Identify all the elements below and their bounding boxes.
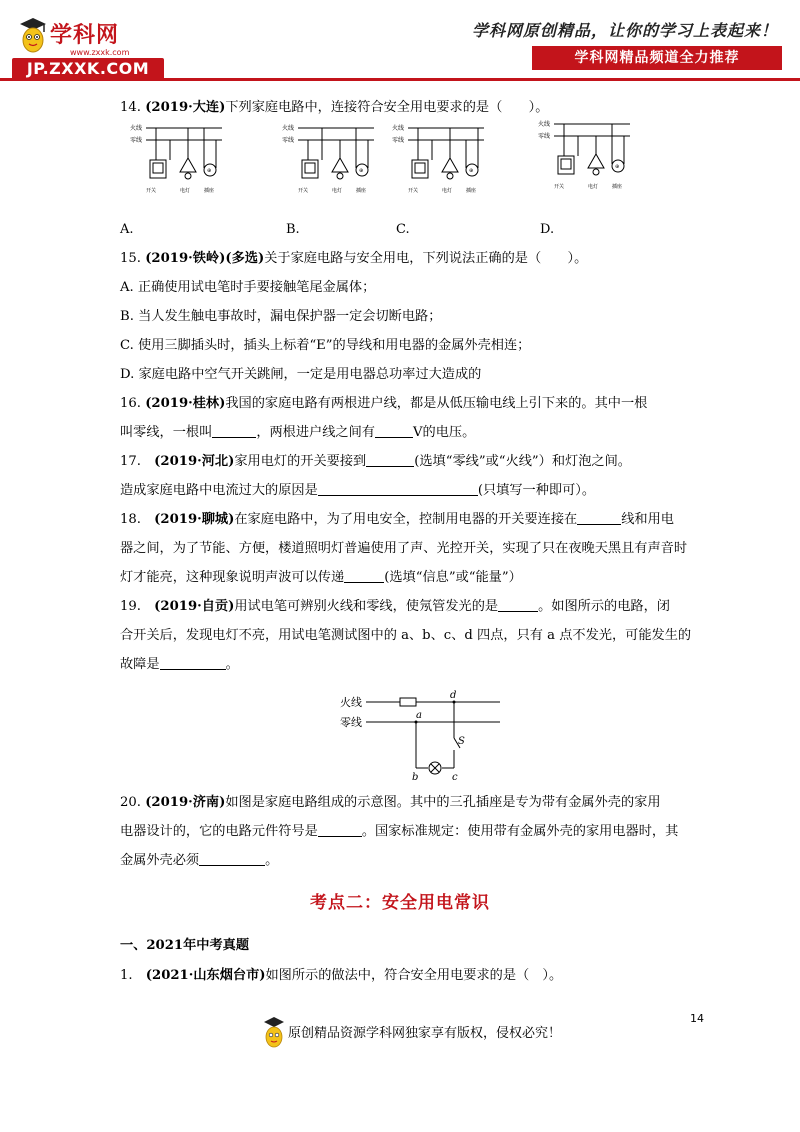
answer-blank <box>344 569 384 583</box>
q18-line-3: 灯才能亮，这种现象说明声波可以传递 (选填“信息”或“能量”） <box>120 570 522 585</box>
answer-blank <box>318 482 478 496</box>
circuit-d <box>538 120 630 190</box>
logo-subtext: www.zxxk.com <box>70 48 130 57</box>
answer-blank <box>160 656 226 670</box>
section-title: 考点二：安全用电常识 <box>310 893 490 913</box>
svg-text:零线: 零线 <box>392 137 405 144</box>
q20-line-3: 金属外壳必须 。 <box>120 853 279 868</box>
option-c-label: C. <box>396 222 410 237</box>
page-number: 14 <box>690 1012 704 1025</box>
answer-blank <box>199 852 265 866</box>
q20-line-2: 电器设计的，它的电路元件符号是 。国家标准规定：使用带有金属外壳的家用电器时，其 <box>120 824 679 839</box>
svg-text:⊕: ⊕ <box>207 168 212 174</box>
question-text: 下列家庭电路中，连接符合安全用电要求的是（ ）。 <box>225 100 549 115</box>
svg-text:插座: 插座 <box>612 184 623 190</box>
neutral-wire-label: 零线 <box>340 716 362 729</box>
answer-blank <box>375 424 413 438</box>
q14-stem <box>120 96 548 115</box>
svg-text:电灯: 电灯 <box>180 188 191 194</box>
live-wire-label: 火线 <box>130 125 143 132</box>
svg-text:a: a <box>416 710 422 721</box>
q19-circuit-figure <box>340 688 500 780</box>
svg-text:电灯: 电灯 <box>332 188 343 194</box>
option-b-label: B. <box>286 222 300 237</box>
q19-line-2: 合开关后，发现电灯不亮，用试电笔测试图中的 a、b、c、d 四点，只有 a 点不发光，可能发生的 <box>120 628 692 643</box>
q17-line-1: 17. (2019·河北)家用电灯的开关要接到 (选填“零线”或“火线”）和灯泡之间。 <box>120 454 631 469</box>
svg-text:开关: 开关 <box>146 188 157 194</box>
question-list <box>120 244 700 679</box>
svg-text:电灯: 电灯 <box>442 188 453 194</box>
neutral-wire-label: 零线 <box>130 137 143 144</box>
site-logo <box>6 14 171 76</box>
q15-option-b: B. 当人发生触电事故时，漏电保护器一定会切断电路； <box>120 309 442 324</box>
question-number: 14. <box>120 100 141 115</box>
svg-text:插座: 插座 <box>356 188 367 194</box>
q17-line-2: 造成家庭电路中电流过大的原因是 (只填写一种即可）。 <box>120 483 596 498</box>
q15-option-d: D. 家庭电路中空气开关跳闸，一定是用电器总功率过大造成的 <box>120 367 482 382</box>
svg-text:插座: 插座 <box>204 188 215 194</box>
svg-text:⊕: ⊕ <box>469 168 474 174</box>
svg-text:⊕: ⊕ <box>615 164 620 170</box>
q1-stem: 1. (2021·山东烟台市)如图所示的做法中，符合安全用电要求的是（ ）。 <box>120 968 563 983</box>
q16-line-2: 叫零线，一根叫 ，两根进户线之间有 V的电压。 <box>120 425 476 440</box>
svg-text:插座: 插座 <box>466 188 477 194</box>
copyright-notice: 原创精品资源学科网独家享有版权，侵权必究！ <box>288 1026 562 1041</box>
answer-blank <box>318 823 362 837</box>
svg-text:开关: 开关 <box>298 188 309 194</box>
q19-line-3: 故障是 。 <box>120 657 239 672</box>
svg-text:火线: 火线 <box>282 125 295 132</box>
live-wire-label: 火线 <box>340 696 362 709</box>
option-d-label: D. <box>540 222 555 237</box>
q20-line-1: 20. (2019·济南)如图是家庭电路组成的示意图。其中的三孔插座是专为带有金属外壳的家用 <box>120 795 661 810</box>
header-divider <box>0 78 800 81</box>
circuit-c <box>392 124 484 194</box>
q20-block <box>120 788 700 875</box>
option-a-label: A. <box>120 222 134 237</box>
svg-text:火线: 火线 <box>538 121 551 128</box>
q15-stem: 15. (2019·铁岭)(多选)关于家庭电路与安全用电，下列说法正确的是（ ）。 <box>120 251 588 266</box>
svg-text:零线: 零线 <box>538 133 551 140</box>
svg-text:S: S <box>458 736 465 747</box>
svg-text:⊕: ⊕ <box>359 168 364 174</box>
answer-blank <box>498 598 538 612</box>
logo-text: 学科网 <box>50 23 120 48</box>
svg-text:开关: 开关 <box>408 188 419 194</box>
header-slogan: 学科网原创精品，让你的学习上表起来！ <box>471 21 778 40</box>
svg-text:c: c <box>452 772 458 780</box>
svg-text:零线: 零线 <box>282 137 295 144</box>
q15-option-c: C. 使用三脚插头时，插头上标着“E”的导线和用电器的金属外壳相连； <box>120 338 531 353</box>
q14-circuit-figures <box>120 118 700 228</box>
svg-text:电灯: 电灯 <box>588 184 599 190</box>
answer-blank <box>212 424 256 438</box>
circuit-b <box>282 124 374 194</box>
svg-text:b: b <box>412 772 419 780</box>
q16-line-1: 16. (2019·桂林)我国的家庭电路有两根进户线，都是从低压输电线上引下来的。其中一根 <box>120 396 648 411</box>
svg-text:d: d <box>450 690 457 701</box>
logo-url[interactable]: JP.ZXXK.COM <box>12 58 164 80</box>
section-subtitle: 一、2021年中考真题 <box>120 938 250 953</box>
question-source: (2019·大连) <box>145 100 226 115</box>
mascot-icon <box>16 16 50 54</box>
circuit-a <box>130 124 222 194</box>
q19-line-1: 19. (2019·自贡)用试电笔可辨别火线和零线，使氖管发光的是 。如图所示的电路，闭 <box>120 599 670 614</box>
header-banner: 学科网精品频道全力推荐 <box>532 46 782 70</box>
q15-option-a: A. 正确使用试电笔时手要接触笔尾金属体； <box>120 280 376 295</box>
svg-text:火线: 火线 <box>392 125 405 132</box>
svg-text:开关: 开关 <box>554 184 565 190</box>
answer-blank <box>577 511 621 525</box>
mascot-icon <box>262 1016 286 1050</box>
q18-line-1: 18. (2019·聊城)在家庭电路中，为了用电安全，控制用电器的开关要连接在 线和用电 <box>120 512 674 527</box>
footer <box>262 1012 592 1056</box>
q18-line-2: 器之间，为了节能、方便，楼道照明灯普遍使用了声、光控开关，实现了只在夜晚天黑且有声音时 <box>120 541 688 556</box>
answer-blank <box>366 453 414 467</box>
